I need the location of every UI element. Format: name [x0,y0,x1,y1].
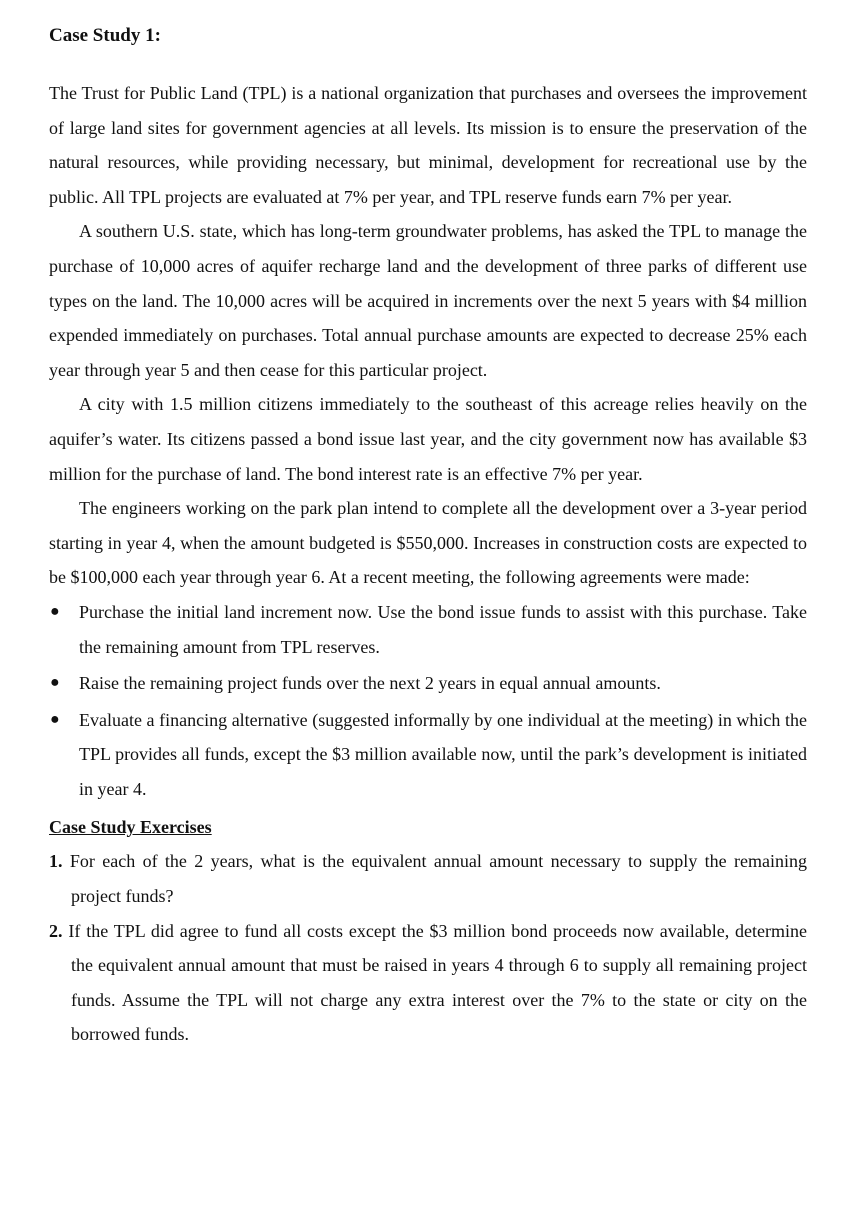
bullet-icon: ● [50,674,60,692]
exercise-text: For each of the 2 years, what is the equivalent annual amount necessary to supply the remaining project funds? [69,851,808,907]
exercises-list [49,844,807,1052]
agreement-item [49,595,807,664]
agreement-text: Evaluate a financing alternative (suggested informally by one individual at the meeting) in which the TPL provides all funds, except the $3 million available now, until the park’s development is initiated in year 4. [79,709,807,799]
agreement-text: Raise the remaining project funds over the next 2 years in equal annual amounts. [79,673,661,694]
exercises-heading: Case Study Exercises [49,817,212,838]
exercise-item [49,844,807,913]
case-study-title: Case Study 1: [49,25,161,46]
intro-paragraph: The Trust for Public Land (TPL) is a national organization that purchases and oversees the improvement of large land sites for government agencies at all levels. Its mission is to ensure the preservation of the natural resources, while providing necessary, but minimal, development for recreational use by the public. All TPL projects are evaluated at 7% per year, and TPL reserve funds earn 7% per year. [49,83,807,207]
exercise-number: 2. [49,920,69,941]
agreements-list [49,595,807,807]
exercise-text: If the TPL did agree to fund all costs except the $3 million bond proceeds now available, determine the equivalent annual amount that must be raised in years 4 through 6 to supply all remaining project funds. Assume the TPL will not charge any extra interest over the 7% to the state or city on the borrowed funds. [68,920,808,1045]
bullet-icon: ● [50,710,60,728]
agreement-item [49,703,807,807]
engineers-paragraph: The engineers working on the park plan intend to complete all the development over a 3-year period starting in year 4, when the amount budgeted is $550,000. Increases in construction costs are expected to be $100,000 each year through year 6. At a recent meeting, the following agreements were made: [49,498,807,588]
state-request-paragraph: A southern U.S. state, which has long-term groundwater problems, has asked the TPL to manage the purchase of 10,000 acres of aquifer recharge land and the development of three parks of different use types on the land. The 10,000 acres will be acquired in increments over the next 5 years with $4 million expended immediately on purchases. Total annual purchase amounts are expected to decrease 25% each year through year 5 and then cease for this particular project. [49,221,807,380]
exercise-number: 1. [49,851,70,872]
city-bond-paragraph: A city with 1.5 million citizens immediately to the southeast of this acreage relies heavily on the aquifer’s water. Its citizens passed a bond issue last year, and the city government now has available $3 million for the purchase of land. The bond interest rate is an effective 7% per year. [49,394,807,484]
agreement-item [49,666,807,701]
agreement-text: Purchase the initial land increment now. Use the bond issue funds to assist with this purchase. Take the remaining amount from TPL reserves. [79,601,807,657]
exercise-item [49,914,807,1052]
bullet-icon: ● [50,602,60,620]
